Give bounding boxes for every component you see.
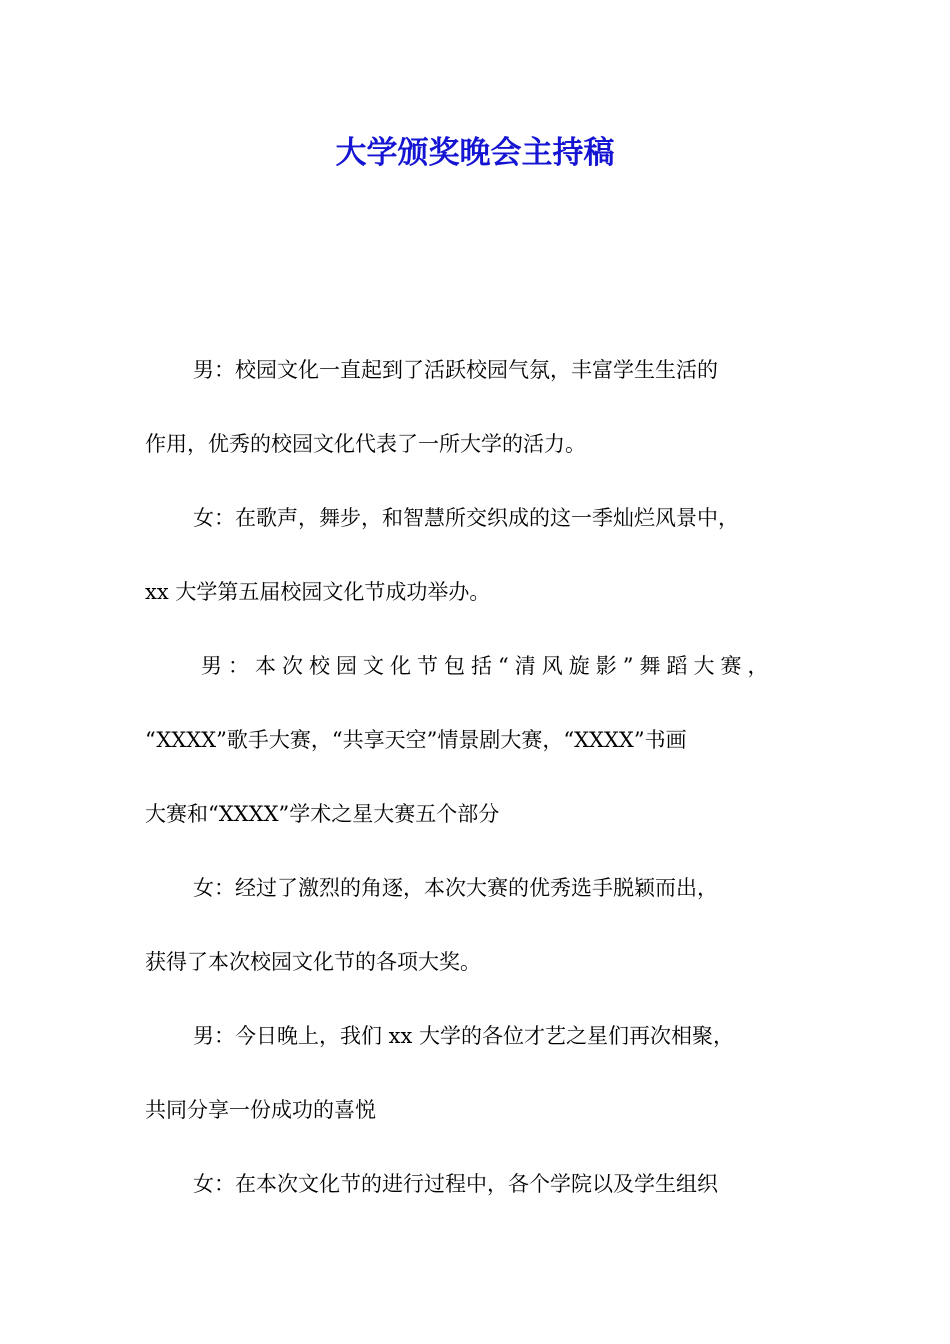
paragraph-line: 男：本次校园文化节包括“清风旋影”舞蹈大赛， — [201, 654, 775, 678]
paragraph-line: 男：今日晚上，我们 xx 大学的各位才艺之星们再次相聚， — [193, 1024, 735, 1048]
paragraph-line: 共同分享一份成功的喜悦 — [145, 1098, 376, 1122]
paragraph-line: xx 大学第五届校园文化节成功举办。 — [145, 580, 491, 604]
paragraph-line: 女：经过了激烈的角逐，本次大赛的优秀选手脱颖而出， — [193, 876, 718, 900]
paragraph-line: 作用，优秀的校园文化代表了一所大学的活力。 — [145, 432, 586, 456]
paragraph-line: 男：校园文化一直起到了活跃校园气氛，丰富学生生活的 — [193, 358, 718, 382]
paragraph-line: 女：在歌声，舞步，和智慧所交织成的这一季灿烂风景中， — [193, 506, 739, 530]
document-title: 大学颁奖晚会主持稿 — [335, 135, 615, 171]
paragraph-line: 获得了本次校园文化节的各项大奖。 — [145, 950, 481, 974]
document-body — [145, 333, 807, 1221]
paragraph-line: 大赛和“XXXX”学术之星大赛五个部分 — [145, 802, 500, 826]
paragraph-line: “XXXX”歌手大赛，“共享天空”情景剧大赛，“XXXX”书画 — [145, 728, 687, 752]
paragraph-line: 女：在本次文化节的进行过程中，各个学院以及学生组织 — [193, 1172, 718, 1196]
